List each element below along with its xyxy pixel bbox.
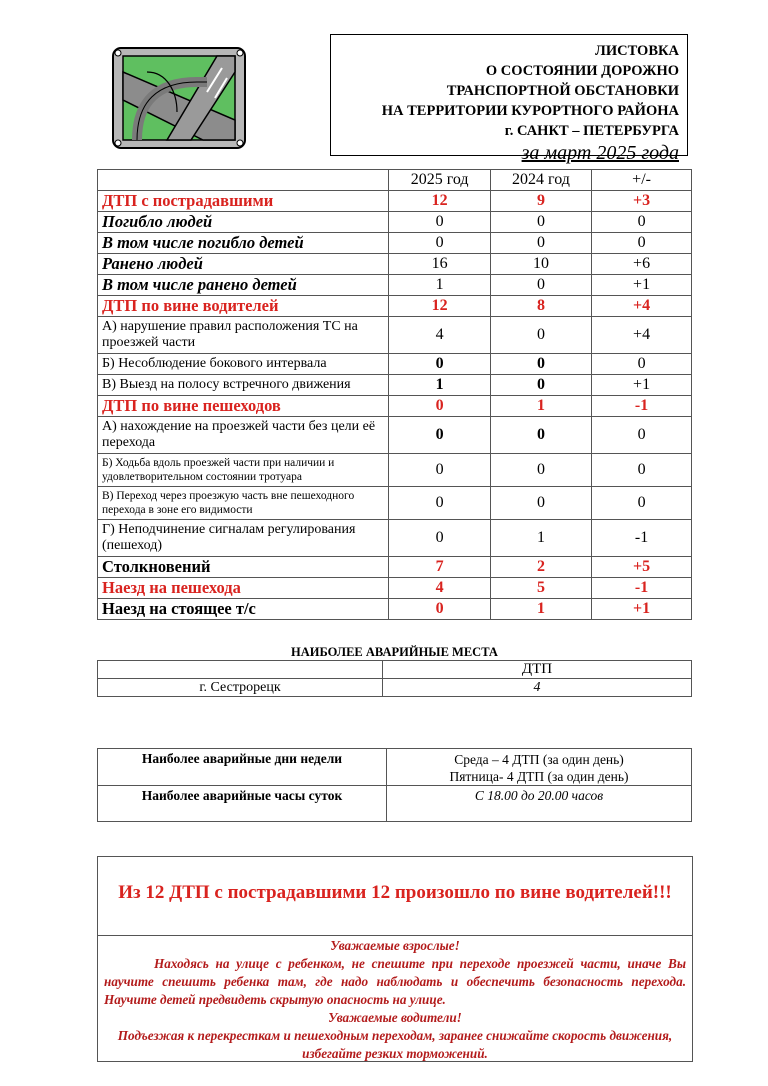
value-2024: 1 [490, 396, 591, 417]
row-label: Столкновений [98, 557, 389, 578]
value-2025: 0 [389, 487, 490, 520]
table-row [98, 254, 692, 275]
row-label: В том числе погибло детей [98, 233, 389, 254]
row-label: А) нарушение правил расположения ТС на проезжей части [98, 317, 389, 354]
value-diff: +6 [592, 254, 692, 275]
value-diff: +4 [592, 317, 692, 354]
value-diff: -1 [592, 578, 692, 599]
days-table [97, 748, 692, 822]
days-value-line: Пятница- 4 ДТП (за один день) [449, 769, 629, 784]
row-label: В) Переход через проезжую часть вне пешеходного перехода в зоне его видимости [98, 487, 389, 520]
value-diff: 0 [592, 487, 692, 520]
place-count: 4 [383, 679, 692, 697]
row-label: Б) Ходьба вдоль проезжей части при наличии и удовлетворительном состоянии тротуара [98, 454, 389, 487]
value-2024: 0 [490, 454, 591, 487]
message-headline-area [98, 857, 692, 936]
value-2025: 12 [389, 296, 490, 317]
stats-table [97, 169, 692, 620]
table-row [98, 599, 692, 620]
value-2025: 0 [389, 212, 490, 233]
hours-label: Наиболее аварийные часы суток [98, 786, 387, 822]
message-box [97, 856, 693, 1062]
header-line: ТРАНСПОРТНОЙ ОБСТАНОВКИ [446, 83, 679, 99]
value-2025: 0 [389, 233, 490, 254]
row-label: ДТП по вине пешеходов [98, 396, 389, 417]
value-2024: 0 [490, 417, 591, 454]
places-title: НАИБОЛЕЕ АВАРИЙНЫЕ МЕСТА [291, 645, 498, 659]
table-row [98, 275, 692, 296]
value-diff: +1 [592, 375, 692, 396]
value-2025: 0 [389, 354, 490, 375]
drivers-title: Уважаемые водители! [328, 1010, 462, 1025]
value-2024: 8 [490, 296, 591, 317]
row-label: Ранено людей [98, 254, 389, 275]
places-header-dtp: ДТП [383, 661, 692, 679]
place-name: г. Сестрорецк [98, 679, 383, 697]
row-label: Г) Неподчинение сигналам регулирования (пешеход) [98, 520, 389, 557]
value-2025: 0 [389, 599, 490, 620]
table-header-row [98, 170, 692, 191]
value-2024: 0 [490, 354, 591, 375]
value-2024: 1 [490, 520, 591, 557]
table-row [98, 417, 692, 454]
value-2025: 0 [389, 417, 490, 454]
row-label: Погибло людей [98, 212, 389, 233]
header-box [330, 34, 688, 164]
road-interchange-logo-icon [107, 42, 251, 154]
value-2025: 4 [389, 317, 490, 354]
row-label: Б) Несоблюдение бокового интервала [98, 354, 389, 375]
table-row [98, 454, 692, 487]
value-2024: 0 [490, 317, 591, 354]
value-2025: 0 [389, 396, 490, 417]
drivers-text: Подъезжая к перекресткам и пешеходным переходам, заранее снижайте скорость движения, избегайте резких торможений. [117, 1028, 673, 1061]
value-2025: 0 [389, 520, 490, 557]
value-diff: +1 [592, 275, 692, 296]
row-label: А) нахождение на проезжей части без цели её перехода [98, 417, 389, 454]
row-label: ДТП по вине водителей [98, 296, 389, 317]
header-line: НА ТЕРРИТОРИИ КУРОРТНОГО РАЙОНА [381, 103, 679, 119]
message-headline: Из 12 ДТП с пострадавшими 12 произошло по вине водителей!!! [118, 882, 672, 903]
value-2024: 0 [490, 487, 591, 520]
header-line: О СОСТОЯНИИ ДОРОЖНО [485, 63, 679, 79]
row-label: Наезд на пешехода [98, 578, 389, 599]
row-label: Наезд на стоящее т/с [98, 599, 389, 620]
value-diff: 0 [592, 233, 692, 254]
table-row [98, 317, 692, 354]
value-diff: 0 [592, 454, 692, 487]
header-line: ЛИСТОВКА [595, 43, 679, 59]
value-2025: 7 [389, 557, 490, 578]
adults-title: Уважаемые взрослые! [330, 938, 460, 953]
row-label: В том числе ранено детей [98, 275, 389, 296]
value-diff: +3 [592, 191, 692, 212]
table-row [98, 233, 692, 254]
value-2025: 0 [389, 454, 490, 487]
days-value-line: Среда – 4 ДТП (за один день) [454, 752, 624, 767]
value-2024: 10 [490, 254, 591, 275]
value-2024: 0 [490, 375, 591, 396]
places-header-row [98, 661, 692, 679]
value-diff: 0 [592, 212, 692, 233]
table-row [98, 557, 692, 578]
report-period: за март 2025 года [521, 142, 679, 164]
value-2024: 0 [490, 233, 591, 254]
table-row [98, 487, 692, 520]
days-label: Наиболее аварийные дни недели [98, 749, 387, 786]
value-2025: 16 [389, 254, 490, 275]
header-cell-2025: 2025 год [389, 170, 490, 191]
table-row [98, 212, 692, 233]
value-diff: 0 [592, 417, 692, 454]
places-row [98, 679, 692, 697]
row-label: ДТП с пострадавшими [98, 191, 389, 212]
value-diff: -1 [592, 520, 692, 557]
header-cell-2024: 2024 год [490, 170, 591, 191]
table-row [98, 375, 692, 396]
value-2025: 1 [389, 375, 490, 396]
value-2025: 1 [389, 275, 490, 296]
value-2024: 2 [490, 557, 591, 578]
value-2025: 4 [389, 578, 490, 599]
header-line: г. САНКТ – ПЕТЕРБУРГА [504, 123, 679, 139]
value-diff: +4 [592, 296, 692, 317]
table-row [98, 191, 692, 212]
value-diff: 0 [592, 354, 692, 375]
table-row [98, 578, 692, 599]
days-value [387, 749, 692, 786]
message-body [98, 936, 692, 1063]
value-2024: 0 [490, 212, 591, 233]
header-cell-empty [98, 170, 389, 191]
table-row [98, 296, 692, 317]
value-2025: 12 [389, 191, 490, 212]
value-2024: 0 [490, 275, 591, 296]
days-row [98, 749, 692, 786]
table-row [98, 520, 692, 557]
value-2024: 9 [490, 191, 591, 212]
table-row [98, 354, 692, 375]
value-2024: 1 [490, 599, 591, 620]
adults-text: Находясь на улице с ребенком, не спешите при переходе проезжей части, иначе Вы научите спешить ребенка там, где надо наблюдать и обеспечить безопасность перехода. Научите детей предвидеть скрытую опасность на улице. [104, 956, 686, 1007]
hours-row [98, 786, 692, 822]
row-label: В) Выезд на полосу встречного движения [98, 375, 389, 396]
header-cell-diff: +/- [592, 170, 692, 191]
table-row [98, 396, 692, 417]
value-2024: 5 [490, 578, 591, 599]
places-header-empty [98, 661, 383, 679]
value-diff: -1 [592, 396, 692, 417]
hours-value: С 18.00 до 20.00 часов [387, 786, 692, 822]
value-diff: +1 [592, 599, 692, 620]
places-table [97, 660, 692, 697]
value-diff: +5 [592, 557, 692, 578]
